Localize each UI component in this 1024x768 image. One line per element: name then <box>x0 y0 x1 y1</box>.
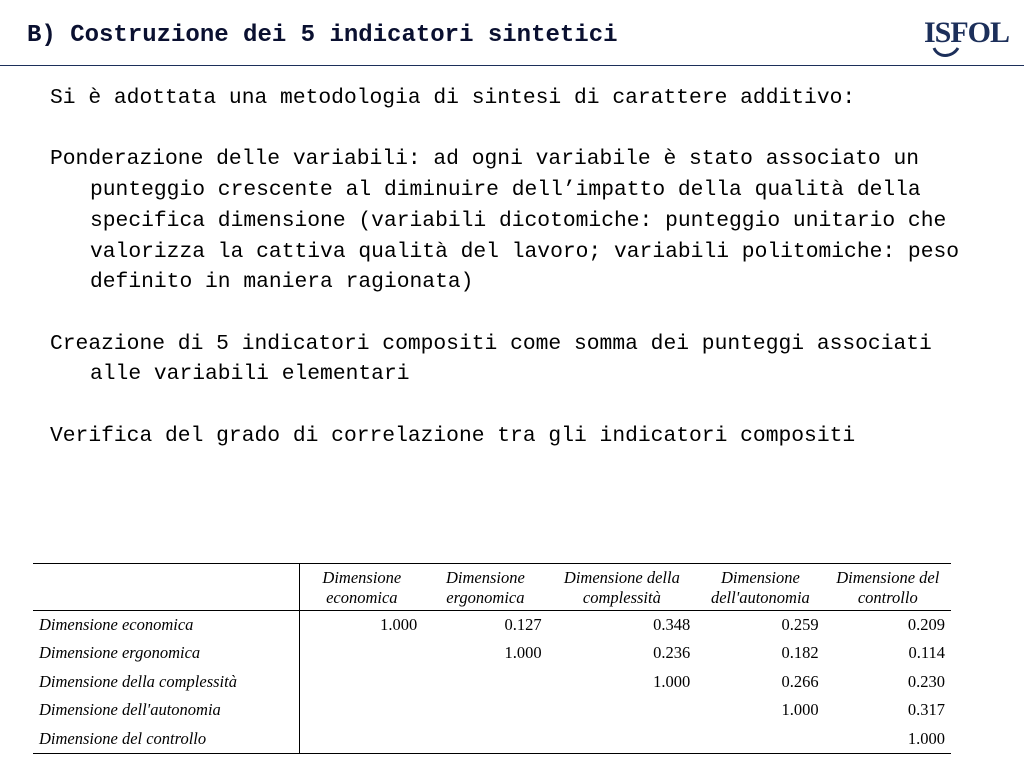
paragraph-correlation: Verifica del grado di correlazione tra gli indicatori compositi <box>50 423 856 448</box>
row-label: Dimensione dell'autonomia <box>33 696 300 724</box>
table-cell: 0.230 <box>907 671 945 691</box>
table-cell: 0.127 <box>504 615 542 634</box>
table-cell <box>300 696 423 724</box>
header-rule <box>0 65 1024 66</box>
isfol-logo-swash <box>934 48 958 56</box>
table-cell: 1.000 <box>825 725 951 754</box>
table-cell: 0.317 <box>907 700 945 720</box>
isfol-logo <box>922 12 1016 62</box>
table-header-row <box>33 564 951 611</box>
table-row <box>33 639 951 667</box>
column-header: Dimensione della complessità <box>548 564 697 611</box>
paragraph-weighting: Ponderazione delle variabili: ad ogni variabile è stato associato un punteggio crescente al diminuire dell’impatto della qualità della specifica dimensione (variabili dicotomiche: punteggio unitario che valorizza la cattiva qualità del lavoro; variabili politomiche: peso definito in maniera ragionata) <box>50 147 985 295</box>
table-cell <box>300 639 423 667</box>
table-cell: 0.348 <box>653 615 691 634</box>
table-cell <box>696 725 824 754</box>
table-cell: 0.209 <box>907 615 945 634</box>
slide-title: B) Costruzione dei 5 indicatori sintetici <box>27 22 618 49</box>
table-cell <box>300 668 423 696</box>
table-cell <box>423 696 547 724</box>
table-row <box>33 696 951 724</box>
paragraph-composite-indicators: Creazione di 5 indicatori compositi come somma dei punteggi associati alle variabili elementari <box>50 331 945 387</box>
paragraph-methodology: Si è adottata una metodologia di sintesi di carattere additivo: <box>50 86 856 110</box>
table-cell: 0.236 <box>653 643 691 663</box>
row-label: Dimensione economica <box>33 611 300 640</box>
table-cell: 1.000 <box>380 615 418 634</box>
column-header: Dimensione economica <box>300 564 423 611</box>
table-cell: 0.259 <box>781 615 819 634</box>
table-cell <box>548 725 697 754</box>
table-row <box>33 668 951 696</box>
table-cell: 1.000 <box>504 643 542 663</box>
row-label: Dimensione della complessità <box>33 668 300 696</box>
table-cell <box>423 668 547 696</box>
column-header: Dimensione dell'autonomia <box>696 564 824 611</box>
table-cell: 0.182 <box>781 643 819 663</box>
row-label: Dimensione ergonomica <box>33 639 300 667</box>
correlation-table <box>33 563 951 754</box>
table-row <box>33 725 951 754</box>
table-corner-cell <box>33 564 300 611</box>
table-cell <box>548 696 697 724</box>
body-text <box>50 83 990 451</box>
isfol-logo-text: ISFOL <box>924 16 1010 49</box>
table-cell: 0.114 <box>908 643 945 663</box>
column-header: Dimensione ergonomica <box>423 564 547 611</box>
table-cell <box>423 725 547 754</box>
table-cell <box>300 725 423 754</box>
table-row <box>33 611 951 640</box>
table-cell: 1.000 <box>781 700 819 720</box>
column-header: Dimensione del controllo <box>825 564 951 611</box>
row-label: Dimensione del controllo <box>33 725 300 754</box>
table-cell: 1.000 <box>653 671 691 691</box>
table-cell: 0.266 <box>781 671 819 691</box>
